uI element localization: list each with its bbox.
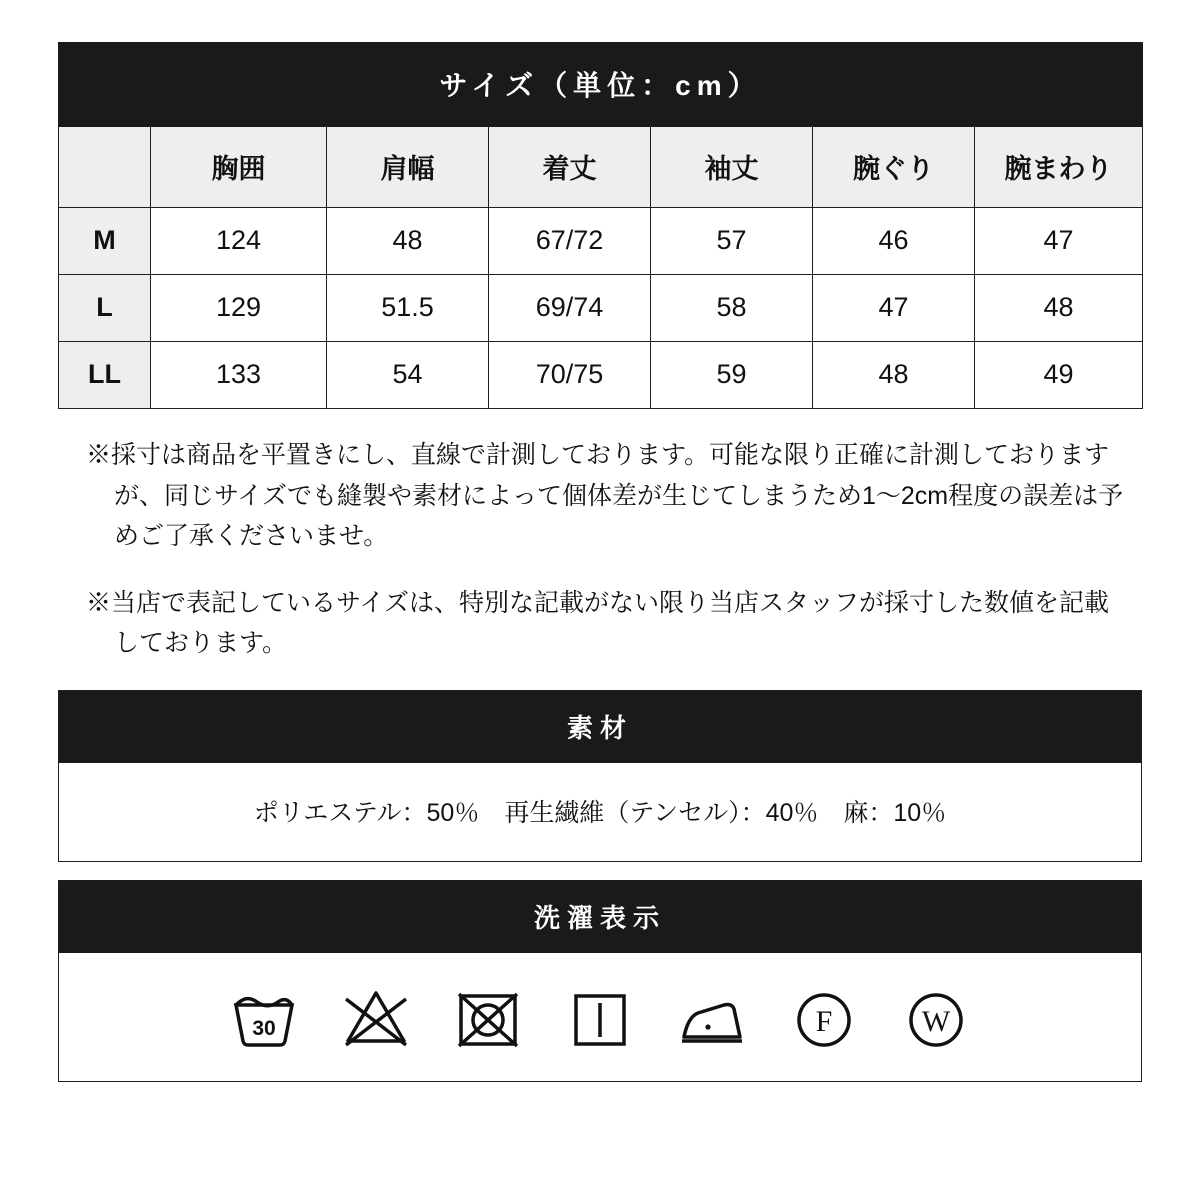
cell-m-length: 67/72 xyxy=(489,208,651,275)
note-store-measurement-text: ※当店で表記しているサイズは、特別な記載がない限り当店スタッフが採寸した数値を記載しております。 xyxy=(86,588,1110,657)
cell-l-bust: 129 xyxy=(151,275,327,342)
no-tumble-dry-icon xyxy=(450,979,526,1055)
cell-m-bust: 124 xyxy=(151,208,327,275)
size-table-header-row xyxy=(59,127,1143,208)
cell-ll-length: 70/75 xyxy=(489,342,651,409)
svg-text:W: W xyxy=(921,1004,951,1038)
no-bleach-icon xyxy=(338,979,414,1055)
dry-clean-f-icon xyxy=(786,979,862,1055)
column-header-sleeve: 袖丈 xyxy=(651,127,813,208)
measurement-notes xyxy=(58,435,1142,664)
column-header-arm-circumference: 腕まわり xyxy=(975,127,1143,208)
wash-30-icon xyxy=(226,979,302,1055)
drip-dry-hang-icon xyxy=(562,979,638,1055)
cell-m-shoulder: 48 xyxy=(327,208,489,275)
iron-low-icon xyxy=(674,979,750,1055)
material-section-header: 素材 xyxy=(59,691,1141,763)
size-table xyxy=(58,42,1143,409)
cell-ll-armhole: 48 xyxy=(813,342,975,409)
row-header-size-l: L xyxy=(59,275,151,342)
cell-m-sleeve: 57 xyxy=(651,208,813,275)
table-row xyxy=(59,208,1143,275)
cell-ll-shoulder: 54 xyxy=(327,342,489,409)
table-row xyxy=(59,342,1143,409)
size-table-corner-cell xyxy=(59,127,151,208)
column-header-length: 着丈 xyxy=(489,127,651,208)
size-table-title: サイズ（単位：cm） xyxy=(59,43,1143,127)
cell-ll-sleeve: 59 xyxy=(651,342,813,409)
cell-l-shoulder: 51.5 xyxy=(327,275,489,342)
wet-clean-w-icon xyxy=(898,979,974,1055)
cell-ll-bust: 133 xyxy=(151,342,327,409)
cell-ll-arm-circumference: 49 xyxy=(975,342,1143,409)
care-section-header: 洗濯表示 xyxy=(59,881,1141,953)
note-store-measurement xyxy=(86,583,1132,664)
note-measurement-tolerance xyxy=(86,435,1132,557)
row-header-size-m: M xyxy=(59,208,151,275)
size-table-title-row xyxy=(59,43,1143,127)
cell-l-armhole: 47 xyxy=(813,275,975,342)
cell-l-length: 69/74 xyxy=(489,275,651,342)
column-header-bust: 胸囲 xyxy=(151,127,327,208)
column-header-shoulder: 肩幅 xyxy=(327,127,489,208)
cell-l-arm-circumference: 48 xyxy=(975,275,1143,342)
material-section-body: ポリエステル：50％ 再生繊維（テンセル）：40％ 麻：10％ xyxy=(59,763,1141,861)
cell-m-armhole: 46 xyxy=(813,208,975,275)
care-section xyxy=(58,880,1142,1082)
column-header-armhole: 腕ぐり xyxy=(813,127,975,208)
svg-text:F: F xyxy=(815,1004,833,1038)
row-header-size-ll: LL xyxy=(59,342,151,409)
svg-text:30: 30 xyxy=(252,1016,276,1040)
care-icon-list xyxy=(69,979,1131,1055)
table-row xyxy=(59,275,1143,342)
material-section xyxy=(58,690,1142,862)
care-section-body xyxy=(59,953,1141,1081)
cell-m-arm-circumference: 47 xyxy=(975,208,1143,275)
cell-l-sleeve: 58 xyxy=(651,275,813,342)
note-measurement-tolerance-text: ※採寸は商品を平置きにし、直線で計測しております。可能な限り正確に計測しておりますが、同じサイズでも縫製や素材によって個体差が生じてしまうため1〜2cm程度の誤差は予めご了承くださいませ。 xyxy=(86,441,1124,550)
